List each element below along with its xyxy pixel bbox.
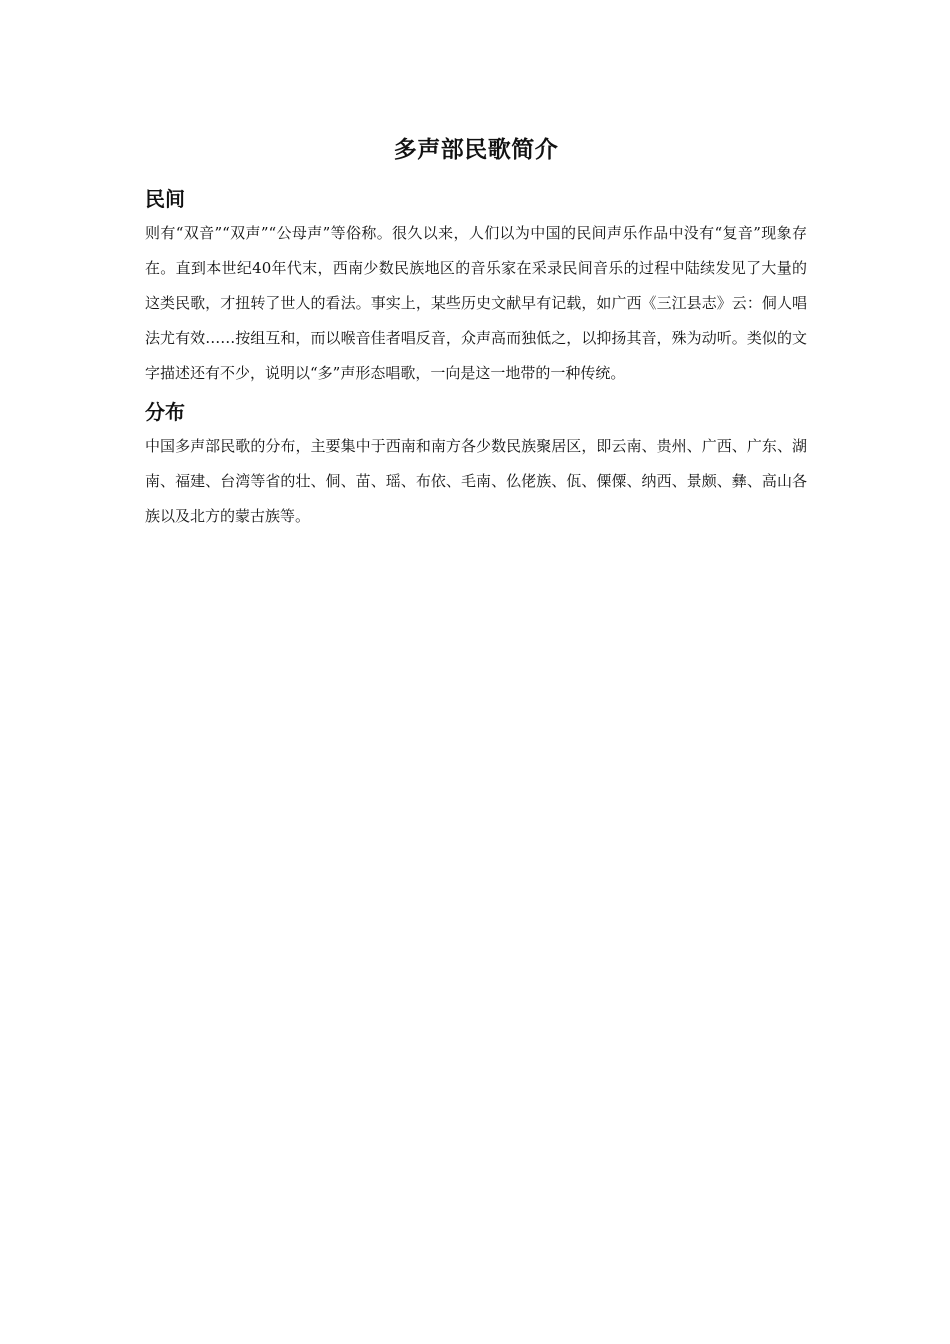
document-title: 多声部民歌简介 (393, 136, 559, 163)
section-heading-fenbu: 分布 (145, 400, 185, 424)
section-heading-minjian: 民间 (145, 187, 185, 211)
section-paragraph-minjian: 则有“双音”“双声”“公母声”等俗称。很久以来，人们以为中国的民间声乐作品中没有“复音”现象存在。直到本世纪40年代末，西南少数民族地区的音乐家在采录民间音乐的过程中陆续发见了大量的这类民歌，才扭转了世人的看法。事实上，某些历史文献早有记载，如广西《三江县志》云：侗人唱法尤有效……按组互和，而以喉音佳者唱反音，众声高而独低之，以抑扬其音，殊为动听。类似的文字描述还有不少，说明以“多”声形态唱歌，一向是这一地带的一种传统。 (145, 224, 807, 382)
document-content (145, 128, 807, 534)
section-paragraph-fenbu: 中国多声部民歌的分布，主要集中于西南和南方各少数民族聚居区，即云南、贵州、广西、广东、湖南、福建、台湾等省的壮、侗、苗、瑶、布依、毛南、仫佬族、佤、傈僳、纳西、景颇、彝、高山各族以及北方的蒙古族等。 (145, 437, 807, 525)
